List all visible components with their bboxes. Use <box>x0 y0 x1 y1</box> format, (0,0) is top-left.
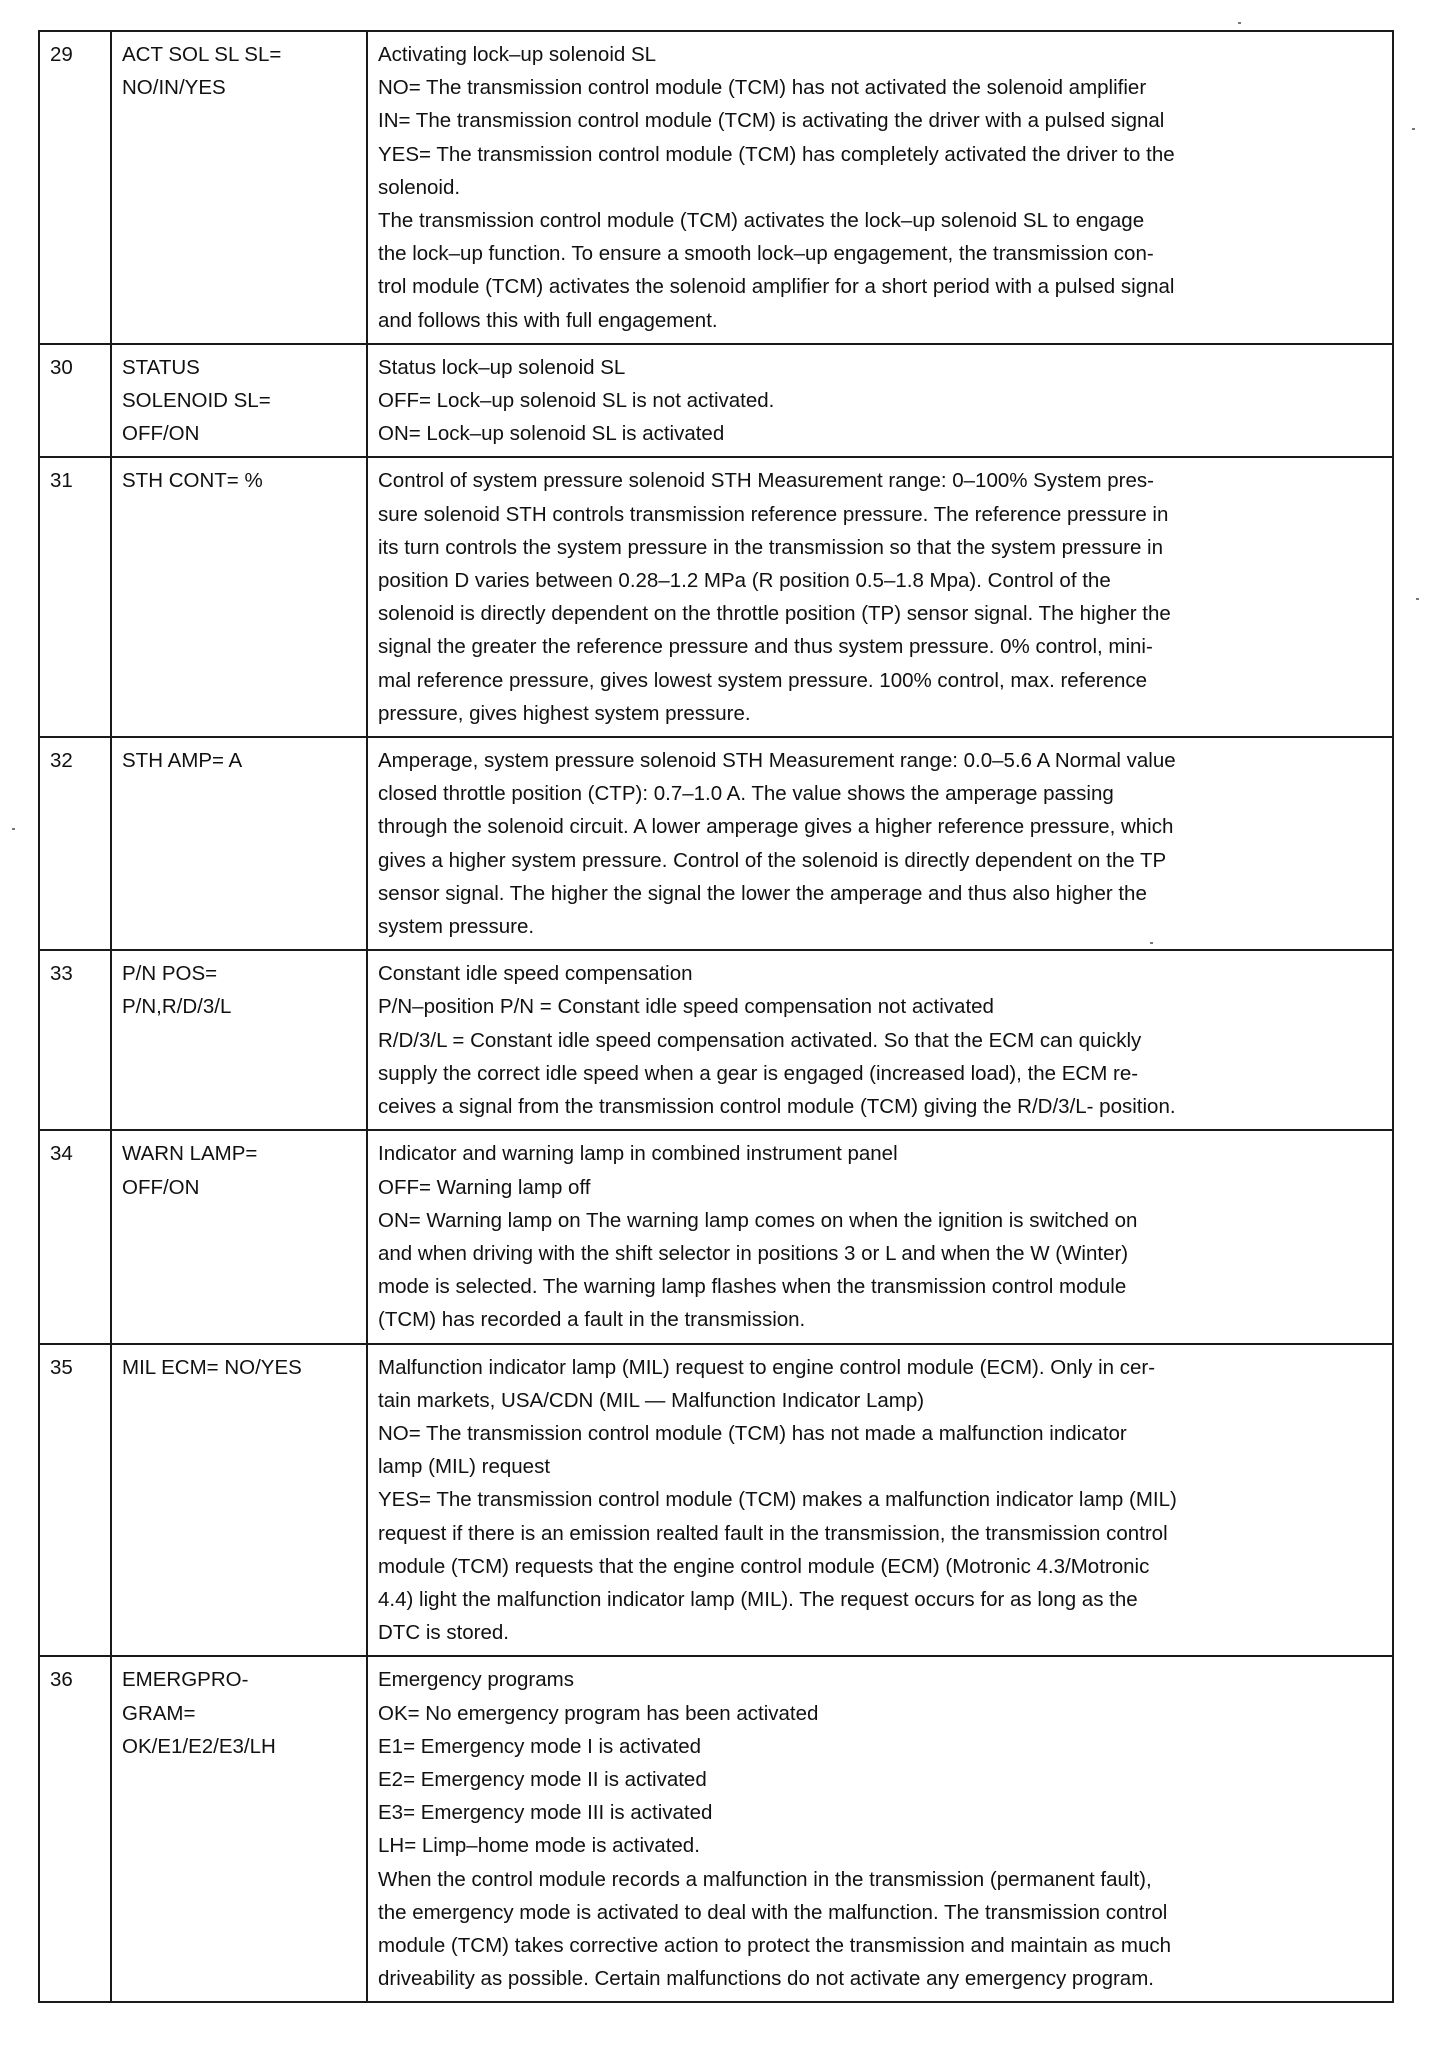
scan-speck <box>1150 942 1153 944</box>
scan-speck <box>1416 598 1419 600</box>
row-number: 30 <box>39 344 111 458</box>
description-line: request if there is an emission realted fault in the transmission, the transmission control <box>378 1521 1168 1545</box>
description-line: the lock–up function. To ensure a smooth lock–up engagement, the transmission con- <box>378 242 1154 266</box>
table-row <box>39 457 1393 737</box>
description-line: ceives a signal from the transmission control module (TCM) giving the R/D/3/L- position. <box>378 1095 1176 1119</box>
description-line: YES= The transmission control module (TCM) makes a malfunction indicator lamp (MIL) <box>378 1488 1177 1512</box>
description-line: module (TCM) takes corrective action to protect the transmission and maintain as much <box>378 1933 1171 1957</box>
description-line: Amperage, system pressure solenoid STH Measurement range: 0.0–5.6 A Normal value <box>378 749 1176 773</box>
description-line: closed throttle position (CTP): 0.7–1.0 A. The value shows the amperage passing <box>378 782 1114 806</box>
description-line: OFF= Lock–up solenoid SL is not activated. <box>378 389 775 413</box>
description-line: E2= Emergency mode II is activated <box>378 1767 707 1791</box>
description-line: NO= The transmission control module (TCM) has not made a malfunction indicator <box>378 1421 1127 1445</box>
description-line: module (TCM) requests that the engine control module (ECM) (Motronic 4.3/Motronic <box>378 1554 1150 1578</box>
description-cell <box>367 344 1393 458</box>
description-line: When the control module records a malfunction in the transmission (permanent fault), <box>378 1867 1152 1891</box>
description-line: Malfunction indicator lamp (MIL) request to engine control module (ECM). Only in cer- <box>378 1355 1156 1379</box>
description-line: position D varies between 0.28–1.2 MPa (R position 0.5–1.8 Mpa). Control of the <box>378 569 1111 593</box>
description-line: E1= Emergency mode I is activated <box>378 1734 702 1758</box>
parameter-name-line: GRAM= <box>122 1701 196 1725</box>
description-line: mode is selected. The warning lamp flashes when the transmission control module <box>378 1275 1127 1299</box>
parameter-name-line: ACT SOL SL SL= <box>122 43 282 66</box>
description-line: solenoid. <box>378 175 461 199</box>
parameter-name-line: NO/IN/YES <box>122 76 226 100</box>
row-number: 31 <box>39 457 111 737</box>
description-line: driveability as possible. Certain malfunctions do not activate any emergency program. <box>378 1967 1154 1991</box>
row-number: 36 <box>39 1656 111 2002</box>
description-line: OK= No emergency program has been activated <box>378 1701 819 1725</box>
description-line: Indicator and warning lamp in combined instrument panel <box>378 1142 898 1166</box>
description-line: ON= Warning lamp on The warning lamp comes on when the ignition is switched on <box>378 1208 1138 1232</box>
description-line: YES= The transmission control module (TCM) has completely activated the driver to the <box>378 142 1175 166</box>
parameter-name-cell <box>111 31 367 344</box>
description-line: DTC is stored. <box>378 1621 509 1645</box>
description-line: pressure, gives highest system pressure. <box>378 701 751 725</box>
description-line: LH= Limp–home mode is activated. <box>378 1834 700 1858</box>
description-line: Activating lock–up solenoid SL <box>378 43 657 66</box>
description-line: NO= The transmission control module (TCM) has not activated the solenoid amplifier <box>378 76 1147 100</box>
parameter-name-line: OFF/ON <box>122 1175 200 1199</box>
parameter-name-cell <box>111 344 367 458</box>
description-line: sensor signal. The higher the signal the lower the amperage and thus also higher the <box>378 881 1147 905</box>
parameter-name-line: MIL ECM= NO/YES <box>122 1355 302 1379</box>
description-line: the emergency mode is activated to deal with the malfunction. The transmission control <box>378 1900 1168 1924</box>
description-line: mal reference pressure, gives lowest system pressure. 100% control, max. reference <box>378 668 1148 692</box>
description-cell <box>367 737 1393 950</box>
parameter-name-line: SOLENOID SL= <box>122 389 271 413</box>
description-line: gives a higher system pressure. Control of the solenoid is directly dependent on the TP <box>378 848 1167 872</box>
description-line: 4.4) light the malfunction indicator lamp (MIL). The request occurs for as long as the <box>378 1587 1138 1611</box>
description-line: R/D/3/L = Constant idle speed compensation activated. So that the ECM can quickly <box>378 1028 1142 1052</box>
parameter-name-line: EMERGPRO- <box>122 1668 249 1692</box>
parameter-name-line: WARN LAMP= <box>122 1142 258 1166</box>
description-line: OFF= Warning lamp off <box>378 1175 591 1199</box>
row-number: 32 <box>39 737 111 950</box>
parameter-name-cell <box>111 457 367 737</box>
parameter-name-line: P/N POS= <box>122 962 218 986</box>
parameter-name-cell <box>111 1130 367 1343</box>
table-row <box>39 31 1393 344</box>
description-line: sure solenoid STH controls transmission reference pressure. The reference pressure in <box>378 502 1169 526</box>
parameter-name-cell <box>111 737 367 950</box>
scan-speck <box>1238 22 1241 24</box>
parameter-name-line: P/N,R/D/3/L <box>122 995 232 1019</box>
description-line: solenoid is directly dependent on the throttle position (TP) sensor signal. The higher the <box>378 602 1171 626</box>
parameter-name-cell <box>111 950 367 1130</box>
description-line: P/N–position P/N = Constant idle speed compensation not activated <box>378 995 994 1019</box>
description-line: Status lock–up solenoid SL <box>378 355 626 379</box>
parameter-name-line: STH AMP= A <box>122 749 243 773</box>
description-line: Constant idle speed compensation <box>378 962 693 986</box>
table-row <box>39 1130 1393 1343</box>
description-cell <box>367 1656 1393 2002</box>
description-cell <box>367 950 1393 1130</box>
row-number: 34 <box>39 1130 111 1343</box>
table-row <box>39 344 1393 458</box>
table-row <box>39 737 1393 950</box>
description-line: (TCM) has recorded a fault in the transmission. <box>378 1308 806 1332</box>
description-line: IN= The transmission control module (TCM) is activating the driver with a pulsed signal <box>378 109 1165 133</box>
table-row <box>39 1344 1393 1657</box>
description-cell <box>367 457 1393 737</box>
description-line: tain markets, USA/CDN (MIL — Malfunction Indicator Lamp) <box>378 1388 925 1412</box>
description-line: signal the greater the reference pressure and thus system pressure. 0% control, mini- <box>378 635 1153 659</box>
description-line: supply the correct idle speed when a gear is engaged (increased load), the ECM re- <box>378 1061 1139 1085</box>
description-line: and when driving with the shift selector in positions 3 or L and when the W (Winter) <box>378 1241 1129 1265</box>
parameter-table <box>38 30 1394 2003</box>
description-line: ON= Lock–up solenoid SL is activated <box>378 422 725 446</box>
scan-speck <box>1412 128 1415 130</box>
description-line: its turn controls the system pressure in the transmission so that the system pressure in <box>378 535 1164 559</box>
parameter-name-line: STATUS <box>122 355 200 379</box>
description-cell <box>367 1344 1393 1657</box>
description-line: trol module (TCM) activates the solenoid amplifier for a short period with a pulsed signal <box>378 275 1175 299</box>
parameter-name-line: OK/E1/E2/E3/LH <box>122 1734 276 1758</box>
description-line: system pressure. <box>378 915 535 939</box>
parameter-name-line: STH CONT= % <box>122 469 263 493</box>
description-cell <box>367 31 1393 344</box>
description-line: E3= Emergency mode III is activated <box>378 1801 713 1825</box>
parameter-table-body <box>39 31 1393 2002</box>
table-row <box>39 950 1393 1130</box>
scan-speck <box>12 828 15 830</box>
description-line: Control of system pressure solenoid STH Measurement range: 0–100% System pres- <box>378 469 1154 493</box>
parameter-name-cell <box>111 1344 367 1657</box>
description-cell <box>367 1130 1393 1343</box>
parameter-name-cell <box>111 1656 367 2002</box>
description-line: through the solenoid circuit. A lower amperage gives a higher reference pressure, which <box>378 815 1174 839</box>
row-number: 35 <box>39 1344 111 1657</box>
description-line: Emergency programs <box>378 1668 574 1692</box>
description-line: and follows this with full engagement. <box>378 308 718 332</box>
row-number: 33 <box>39 950 111 1130</box>
parameter-name-line: OFF/ON <box>122 422 200 446</box>
description-line: lamp (MIL) request <box>378 1455 551 1479</box>
table-row <box>39 1656 1393 2002</box>
row-number: 29 <box>39 31 111 344</box>
description-line: The transmission control module (TCM) activates the lock–up solenoid SL to engage <box>378 209 1145 233</box>
